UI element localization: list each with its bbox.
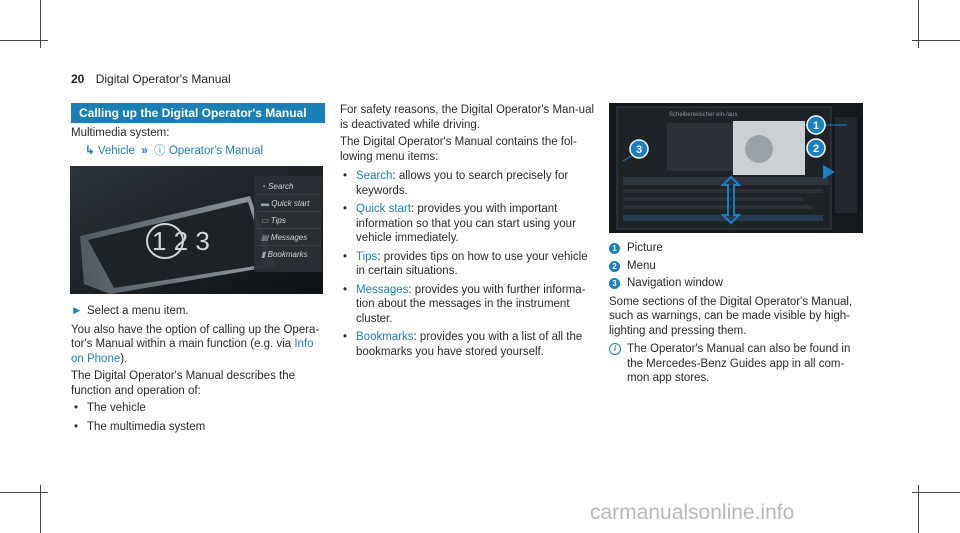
path-vehicle: Vehicle <box>97 144 135 157</box>
column-right <box>609 103 865 386</box>
watermark: carmanualsonline.info <box>590 501 795 524</box>
link-messages[interactable]: Messages <box>356 283 409 296</box>
menu-item-entry-messages: • Messages: provides you with further informa-tion about the messages in the instrument cluster. <box>343 283 586 325</box>
callout-3: 3 <box>636 144 643 156</box>
menu-list <box>257 178 321 263</box>
crop-mark <box>912 40 960 41</box>
para-describes: The Digital Operator's Manual describes the function and operation of: <box>71 370 295 397</box>
para-safety: For safety reasons, the Digital Operator's Man-ual is deactivated while driving. <box>340 104 595 131</box>
link-info-on-phone[interactable]: Info on Phone <box>71 338 314 365</box>
operators-manual-screen-image <box>609 103 863 233</box>
menu-path <box>71 144 325 159</box>
menu-screen-image <box>70 166 323 294</box>
crop-mark <box>912 492 960 493</box>
link-bookmarks[interactable]: Bookmarks <box>356 331 414 343</box>
column-middle <box>340 103 598 363</box>
crop-mark <box>0 40 48 41</box>
menu-item-search: ◔ Search <box>257 178 321 195</box>
screen-digits: 1 2 3 <box>152 226 210 256</box>
instruction-step: ► Select a menu item. <box>71 305 189 317</box>
section-title: Calling up the Digital Operator's Manual <box>71 103 325 123</box>
menu-item-messages: ▤ Messages <box>257 229 321 246</box>
submenu-arrow-icon: ↳ <box>85 144 95 157</box>
path-operators-manual: Operator's Manual <box>168 144 264 157</box>
manual-screen-illustration <box>609 103 863 233</box>
para-warnings: Some sections of the Digital Operator's Manual, such as warnings, can be made visible by high-lighting and pressing them. <box>609 295 853 337</box>
legend-item-menu: 2 Menu <box>609 259 865 274</box>
legend-item-picture: 1 Picture <box>609 241 865 256</box>
para-contains: The Digital Operator's Manual contains the fol-lowing menu items: <box>340 136 577 163</box>
menu-item-entry-bookmarks: • Bookmarks: provides you with a list of all the bookmarks you have stored yourself. <box>343 331 583 358</box>
menu-item-tips: ▭ Tips <box>257 212 321 229</box>
info-icon: ⓘ <box>154 144 166 157</box>
menu-path-intro: Multimedia system: <box>71 127 170 139</box>
menu-item-entry-tips: • Tips: provides tips on how to use your vehicle in certain situations. <box>343 250 588 277</box>
step-triangle-icon: ► <box>71 305 83 317</box>
menu-item-quick-start: ▬ Quick start <box>257 195 321 212</box>
link-quick-start[interactable]: Quick start <box>356 203 411 215</box>
legend-item-navigation-window: 3 Navigation window <box>609 276 865 291</box>
menu-item-bookmarks: ▮ Bookmarks <box>261 250 308 259</box>
link-tips[interactable]: Tips <box>356 250 378 263</box>
list-item: • The vehicle <box>74 402 146 414</box>
menu-item-entry-search: • Search: allows you to search precisely for keywords. <box>343 170 569 197</box>
crop-mark <box>0 492 48 493</box>
page-header <box>71 72 231 86</box>
page-header-title: Digital Operator's Manual <box>95 72 231 86</box>
callout-2: 2 <box>813 143 820 155</box>
page-number: 20 <box>71 72 85 86</box>
screen-title: Scheibenwischer ein-/aus <box>669 112 738 118</box>
para-main-function: You also have the option of calling up the Opera-tor's Manual within a main function (e.g. via Info on Phone). <box>71 323 320 365</box>
callout-1: 1 <box>813 120 820 132</box>
link-search[interactable]: Search <box>356 170 393 182</box>
menu-item-entry-quick-start: • Quick start: provides you with important information so that you can start using your vehicle immediately. <box>343 203 576 244</box>
info-icon: i <box>609 343 621 355</box>
double-chevron-icon: » <box>138 144 151 157</box>
column-left <box>71 103 325 438</box>
list-item: • The multimedia system <box>74 420 206 433</box>
info-note: i The Operator's Manual can also be found in the Mercedes-Benz Guides app in all com-mon app stores. <box>609 342 865 386</box>
